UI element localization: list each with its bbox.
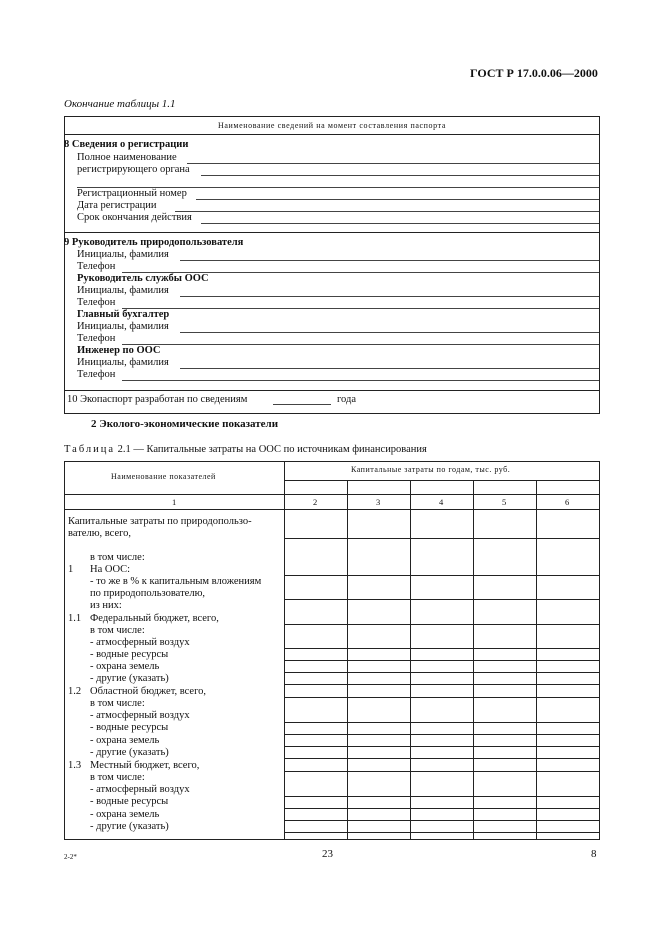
row-number: 1.3 bbox=[68, 760, 82, 771]
row-label: - охрана земель bbox=[90, 661, 160, 672]
row-label: в том числе: bbox=[90, 698, 145, 709]
row-label: Местный бюджет, всего, bbox=[90, 760, 200, 771]
sec9-head-ecology: Руководитель службы ООС bbox=[77, 273, 209, 284]
fill-line bbox=[175, 211, 599, 212]
col-number-1: 1 bbox=[172, 497, 177, 507]
row-divider bbox=[284, 796, 599, 797]
sec8-reg-date-label: Дата регистрации bbox=[77, 200, 157, 211]
fill-line bbox=[122, 308, 599, 309]
row-label: вателю, всего, bbox=[68, 528, 132, 539]
row-label: - охрана земель bbox=[90, 735, 160, 746]
fill-line bbox=[273, 404, 331, 405]
footer-print-mark: 2-2* bbox=[64, 853, 77, 861]
col-number-5: 5 bbox=[502, 497, 507, 507]
sec9-initials-label: Инициалы, фамилия bbox=[77, 321, 169, 332]
sec10-text: 10 Экопаспорт разработан по сведениям bbox=[67, 394, 248, 405]
sec9-head-director: 9 Руководитель природопользователя bbox=[64, 237, 244, 248]
fill-line bbox=[201, 223, 599, 224]
row-label: - охрана земель bbox=[90, 809, 160, 820]
row-divider bbox=[284, 624, 599, 625]
row-divider bbox=[284, 722, 599, 723]
sec8-title: 8 Сведения о регистрации bbox=[64, 139, 189, 150]
col-number-6: 6 bbox=[565, 497, 570, 507]
sec9-initials-label: Инициалы, фамилия bbox=[77, 285, 169, 296]
row-divider bbox=[284, 808, 599, 809]
col-number-3: 3 bbox=[376, 497, 381, 507]
row-label: - водные ресурсы bbox=[90, 649, 169, 660]
fill-line bbox=[180, 296, 599, 297]
sec9-head-engineer: Инженер по ООС bbox=[77, 345, 161, 356]
row-number: 1 bbox=[68, 564, 74, 575]
table-2-1-caption-label: Таблица bbox=[64, 444, 116, 455]
row-divider bbox=[284, 660, 599, 661]
row-divider bbox=[284, 758, 599, 759]
row-label: в том числе: bbox=[90, 772, 145, 783]
col-name-header: Наименование показателей bbox=[111, 472, 216, 481]
row-label: Капитальные затраты по природопользо- bbox=[68, 516, 252, 527]
table-2-1-caption-text: 2.1 — Капитальные затраты на ООС по источникам финансирования bbox=[117, 444, 427, 455]
col-number-2: 2 bbox=[313, 497, 318, 507]
row-label: - другие (указать) bbox=[90, 747, 169, 758]
row-divider bbox=[284, 697, 599, 698]
section-2-title: 2 Эколого-экономические показатели bbox=[91, 418, 279, 430]
row-label: - атмосферный воздух bbox=[90, 637, 190, 648]
sec9-initials-label: Инициалы, фамилия bbox=[77, 357, 169, 368]
row-label: - атмосферный воздух bbox=[90, 710, 190, 721]
sec8-full-name-label-1: Полное наименование bbox=[77, 152, 177, 163]
row-divider bbox=[284, 746, 599, 747]
row-divider bbox=[284, 538, 599, 539]
sec9-initials-label: Инициалы, фамилия bbox=[77, 249, 169, 260]
row-number: 1.1 bbox=[68, 613, 82, 624]
row-label: - то же в % к капитальным вложениям bbox=[90, 576, 262, 587]
table-1-1-header: Наименование сведений на момент составления паспорта bbox=[65, 117, 599, 135]
divider bbox=[65, 232, 599, 233]
divider bbox=[65, 390, 599, 391]
row-label: - другие (указать) bbox=[90, 821, 169, 832]
document-code: ГОСТ Р 17.0.0.06—2000 bbox=[470, 66, 598, 80]
table-2-1 bbox=[64, 461, 600, 840]
row-label: из них: bbox=[90, 600, 122, 611]
row-divider bbox=[284, 480, 599, 481]
row-divider bbox=[65, 494, 599, 495]
row-divider bbox=[284, 832, 599, 833]
fill-line bbox=[180, 368, 599, 369]
sec9-phone-label: Телефон bbox=[77, 261, 116, 272]
row-divider bbox=[284, 648, 599, 649]
row-divider bbox=[284, 672, 599, 673]
row-label: по природопользователю, bbox=[90, 588, 206, 599]
table-1-1 bbox=[64, 116, 600, 414]
fill-line bbox=[187, 163, 599, 164]
column-divider bbox=[284, 462, 285, 839]
row-label: Областной бюджет, всего, bbox=[90, 686, 207, 697]
col-costs-header: Капитальные затраты по годам, тыс. руб. bbox=[351, 465, 511, 474]
row-label: - атмосферный воздух bbox=[90, 784, 190, 795]
row-label: в том числе: bbox=[90, 552, 145, 563]
sec8-full-name-label-2: регистрирующего органа bbox=[77, 164, 190, 175]
sec9-phone-label: Телефон bbox=[77, 369, 116, 380]
table-2-1-caption bbox=[64, 444, 427, 455]
fill-line bbox=[122, 344, 599, 345]
fill-line bbox=[180, 332, 599, 333]
row-divider bbox=[284, 575, 599, 576]
row-label: На ООС: bbox=[90, 564, 131, 575]
row-divider bbox=[284, 820, 599, 821]
fill-line bbox=[201, 175, 599, 176]
fill-line bbox=[122, 380, 599, 381]
sec9-head-accountant: Главный бухгалтер bbox=[77, 309, 170, 320]
fill-line bbox=[180, 260, 599, 261]
row-label: - водные ресурсы bbox=[90, 796, 169, 807]
row-divider bbox=[284, 599, 599, 600]
sec9-phone-label: Телефон bbox=[77, 297, 116, 308]
row-divider bbox=[284, 734, 599, 735]
row-divider bbox=[284, 684, 599, 685]
sheet-number: 8 bbox=[591, 848, 597, 860]
row-label: - водные ресурсы bbox=[90, 722, 169, 733]
row-number: 1.2 bbox=[68, 686, 82, 697]
row-label: - другие (указать) bbox=[90, 673, 169, 684]
fill-line bbox=[196, 199, 599, 200]
sec8-reg-number-label: Регистрационный номер bbox=[77, 188, 187, 199]
sec10-year-label: года bbox=[337, 394, 356, 405]
sec8-expiry-label: Срок окончания действия bbox=[77, 212, 192, 223]
sec9-phone-label: Телефон bbox=[77, 333, 116, 344]
row-label: в том числе: bbox=[90, 625, 145, 636]
row-divider bbox=[284, 771, 599, 772]
table-1-1-caption: Окончание таблицы 1.1 bbox=[64, 98, 176, 110]
row-divider bbox=[65, 509, 599, 510]
page-number: 23 bbox=[322, 848, 333, 860]
row-label: Федеральный бюджет, всего, bbox=[90, 613, 219, 624]
col-number-4: 4 bbox=[439, 497, 444, 507]
